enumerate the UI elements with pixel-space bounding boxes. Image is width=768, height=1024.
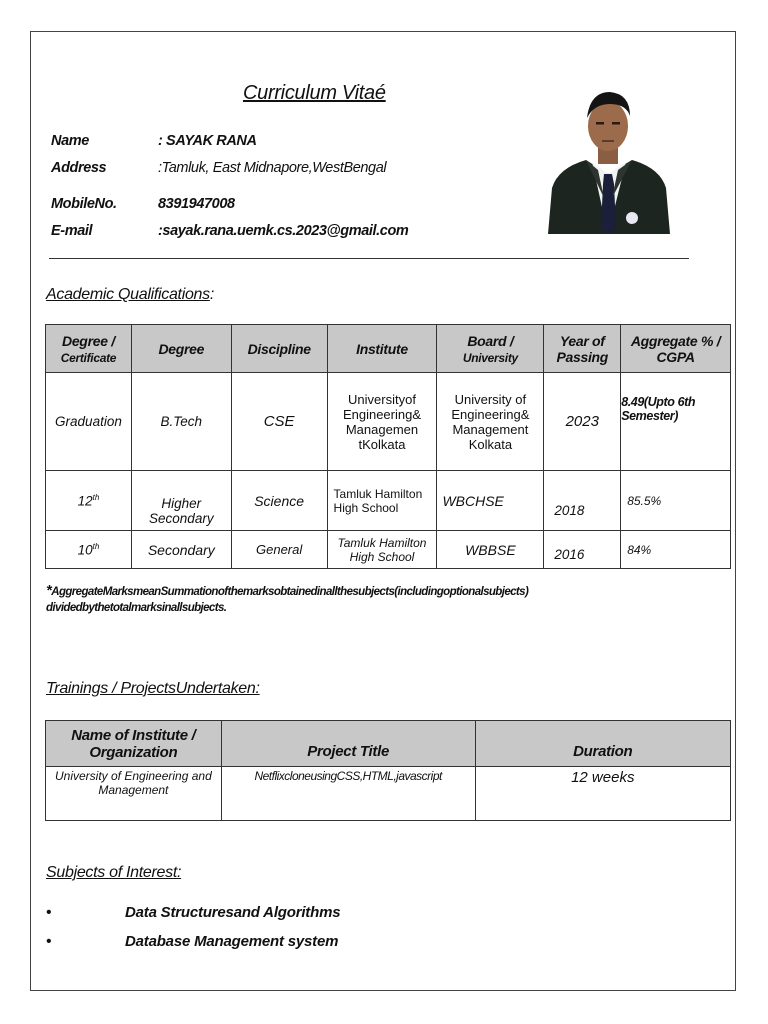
cell-board: WBCHSE (437, 471, 544, 531)
academic-table (45, 324, 731, 569)
cell-year: 2016 (544, 531, 621, 569)
cell-board: WBBSE (437, 531, 544, 569)
header-aggregate: Aggregate % / CGPA (621, 325, 731, 373)
interests-heading: Subjects of Interest: (46, 864, 182, 881)
header-institute: Institute (327, 325, 437, 373)
cell-year: 2018 (544, 471, 621, 531)
cell-institute: Tamluk Hamilton High School (327, 471, 437, 531)
name-value: : SAYAK RANA (158, 133, 257, 149)
cell-discipline: Science (231, 471, 327, 531)
email-value: :sayak.rana.uemk.cs.2023@gmail.com (158, 223, 409, 239)
aggregate-note: *AggregateMarksmeanSummationofthemarksobtainedinallthesubjects(includingoptionalsubjects) dividedbythetotalmarksinallsubjects. (46, 582, 529, 614)
cell-discipline: General (231, 531, 327, 569)
cell-degree: Higher Secondary (131, 471, 231, 531)
cell-certificate: 12th (46, 471, 132, 531)
mobile-label: MobileNo. (51, 196, 117, 212)
trainings-header-row (46, 721, 731, 767)
trainings-heading: Trainings / ProjectsUndertaken: (46, 680, 260, 697)
cell-aggregate: 84% (621, 531, 731, 569)
trainings-table (45, 720, 731, 821)
cell-degree: B.Tech (131, 373, 231, 471)
header-project-title: Project Title (221, 721, 475, 767)
header-institute-organization: Name of Institute / Organization (46, 721, 222, 767)
academic-heading: Academic Qualifications: (46, 286, 214, 303)
address-value: :Tamluk, East Midnapore,WestBengal (158, 160, 387, 176)
header-degree: Degree (131, 325, 231, 373)
bullet-icon: • (46, 933, 52, 950)
cell-project: NetflixcloneusingCSS,HTML,javascript (221, 767, 475, 821)
cell-aggregate: 85.5% (621, 471, 731, 531)
cell-certificate: Graduation (46, 373, 132, 471)
header-board: Board / University (437, 325, 544, 373)
table-row (46, 531, 731, 569)
header-divider (49, 258, 689, 259)
cell-degree: Secondary (131, 531, 231, 569)
cell-board: University of Engineering& Management Kolkata (437, 373, 544, 471)
table-row (46, 373, 731, 471)
email-label: E-mail (51, 223, 93, 239)
cell-discipline: CSE (231, 373, 327, 471)
cell-year: 2023 (544, 373, 621, 471)
table-row (46, 471, 731, 531)
academic-header-row (46, 325, 731, 373)
cell-institute: University of Engineering and Management (46, 767, 222, 821)
header-year: Year of Passing (544, 325, 621, 373)
cell-aggregate: 8.49(Upto 6th Semester) (621, 373, 731, 471)
table-row (46, 767, 731, 821)
page-title: Curriculum Vitaé (243, 82, 386, 104)
bullet-icon: • (46, 904, 52, 921)
name-label: Name (51, 133, 89, 149)
profile-photo (546, 88, 671, 234)
cell-institute: Universityof Engineering& Managemen tKolkata (327, 373, 437, 471)
header-discipline: Discipline (231, 325, 327, 373)
header-degree-certificate: Degree / Certificate (46, 325, 132, 373)
address-label: Address (51, 160, 107, 176)
person-silhouette-icon (546, 88, 671, 234)
cell-certificate: 10th (46, 531, 132, 569)
header-duration: Duration (475, 721, 730, 767)
cell-duration: 12 weeks (475, 767, 730, 821)
mobile-value: 8391947008 (158, 196, 235, 212)
cell-institute: Tamluk Hamilton High School (327, 531, 437, 569)
